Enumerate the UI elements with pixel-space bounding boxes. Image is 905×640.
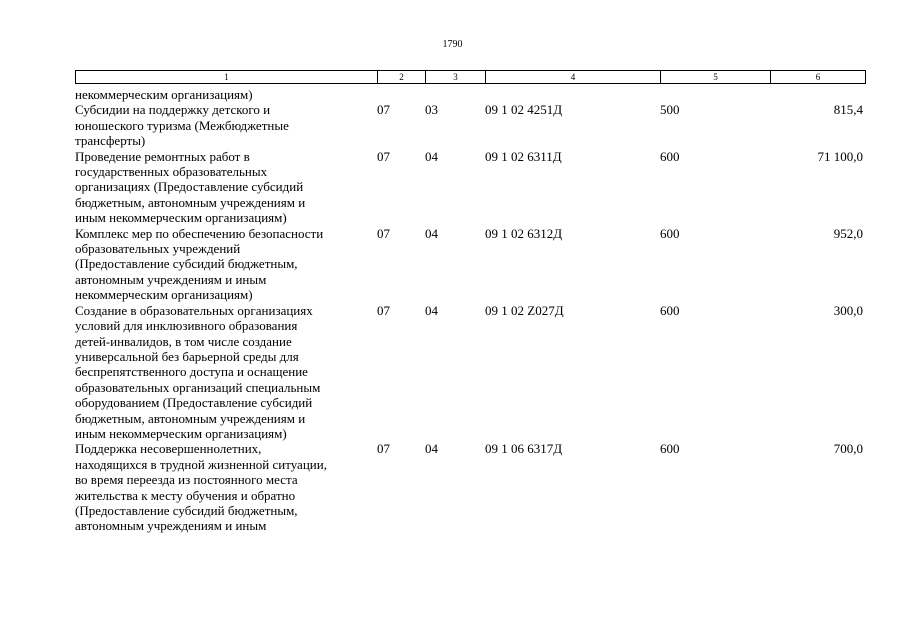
- row-description: Создание в образовательных организациях условий для инклюзивного образования детей-инвалидов, в том числе создание универсальной без барьерной среды для беспрепятственного доступа и оснащение образовательных организаций специальным оборудованием (Предоставление субсидий бюджетным, автономным учреждениям и иным некоммерческим организациям): [75, 302, 321, 441]
- row-subsection-code: 04: [425, 225, 438, 241]
- row-expense-type-code: 500: [660, 102, 680, 118]
- column-header-4: 4: [486, 71, 661, 84]
- row-expense-type-code: 600: [660, 302, 680, 318]
- table-row: [75, 102, 865, 148]
- row-subsection-code: 04: [425, 441, 438, 457]
- page-number: 1790: [442, 39, 463, 50]
- row-amount: 71 100,0: [817, 148, 863, 164]
- row-description: Проведение ремонтных работ в государственных образовательных организациях (Предоставление субсидий бюджетным, автономным учреждениям и иным некоммерческим организациям): [75, 148, 306, 226]
- row-target-article-code: 09 1 06 6317Д: [485, 441, 563, 457]
- column-header-table: [75, 70, 866, 84]
- budget-table-body: [75, 87, 865, 534]
- row-section-code: 07: [377, 102, 390, 118]
- column-header-row: [76, 71, 866, 84]
- row-target-article-code: 09 1 02 6311Д: [485, 148, 562, 164]
- row-target-article-code: 09 1 02 Z027Д: [485, 302, 564, 318]
- column-header-3: 3: [426, 71, 486, 84]
- table-row: [75, 441, 865, 533]
- table-row: [75, 226, 865, 303]
- row-expense-type-code: 600: [660, 225, 680, 241]
- row-amount: 700,0: [833, 441, 863, 457]
- row-amount: 815,4: [833, 102, 863, 118]
- column-header-6: 6: [771, 71, 866, 84]
- row-expense-type-code: 600: [660, 148, 680, 164]
- row-subsection-code: 04: [425, 148, 438, 164]
- row-amount: 952,0: [833, 225, 863, 241]
- row-description: Поддержка несовершеннолетних, находящихся в трудной жизненной ситуации, во время переезда из постоянного места жительства к месту обучения и обратно (Предоставление субсидий бюджетным, автономным учреждениям и иным: [75, 441, 327, 534]
- column-header-1: 1: [76, 71, 378, 84]
- row-subsection-code: 03: [425, 102, 438, 118]
- table-row: [75, 303, 865, 442]
- row-description: некоммерческим организациям): [75, 87, 253, 102]
- row-amount: 300,0: [833, 302, 863, 318]
- row-description: Комплекс мер по обеспечению безопасности образовательных учреждений (Предоставление субсидий бюджетным, автономным учреждениям и иным некоммерческим организациям): [75, 225, 324, 303]
- row-subsection-code: 04: [425, 302, 438, 318]
- row-section-code: 07: [377, 148, 390, 164]
- row-section-code: 07: [377, 441, 390, 457]
- row-target-article-code: 09 1 02 4251Д: [485, 102, 563, 118]
- row-description: Субсидии на поддержку детского и юношеского туризма (Межбюджетные трансферты): [75, 102, 289, 149]
- table-row: [75, 87, 865, 102]
- row-expense-type-code: 600: [660, 441, 680, 457]
- column-header-5: 5: [661, 71, 771, 84]
- column-header-2: 2: [378, 71, 426, 84]
- row-target-article-code: 09 1 02 6312Д: [485, 225, 563, 241]
- row-section-code: 07: [377, 302, 390, 318]
- table-row: [75, 149, 865, 226]
- row-section-code: 07: [377, 225, 390, 241]
